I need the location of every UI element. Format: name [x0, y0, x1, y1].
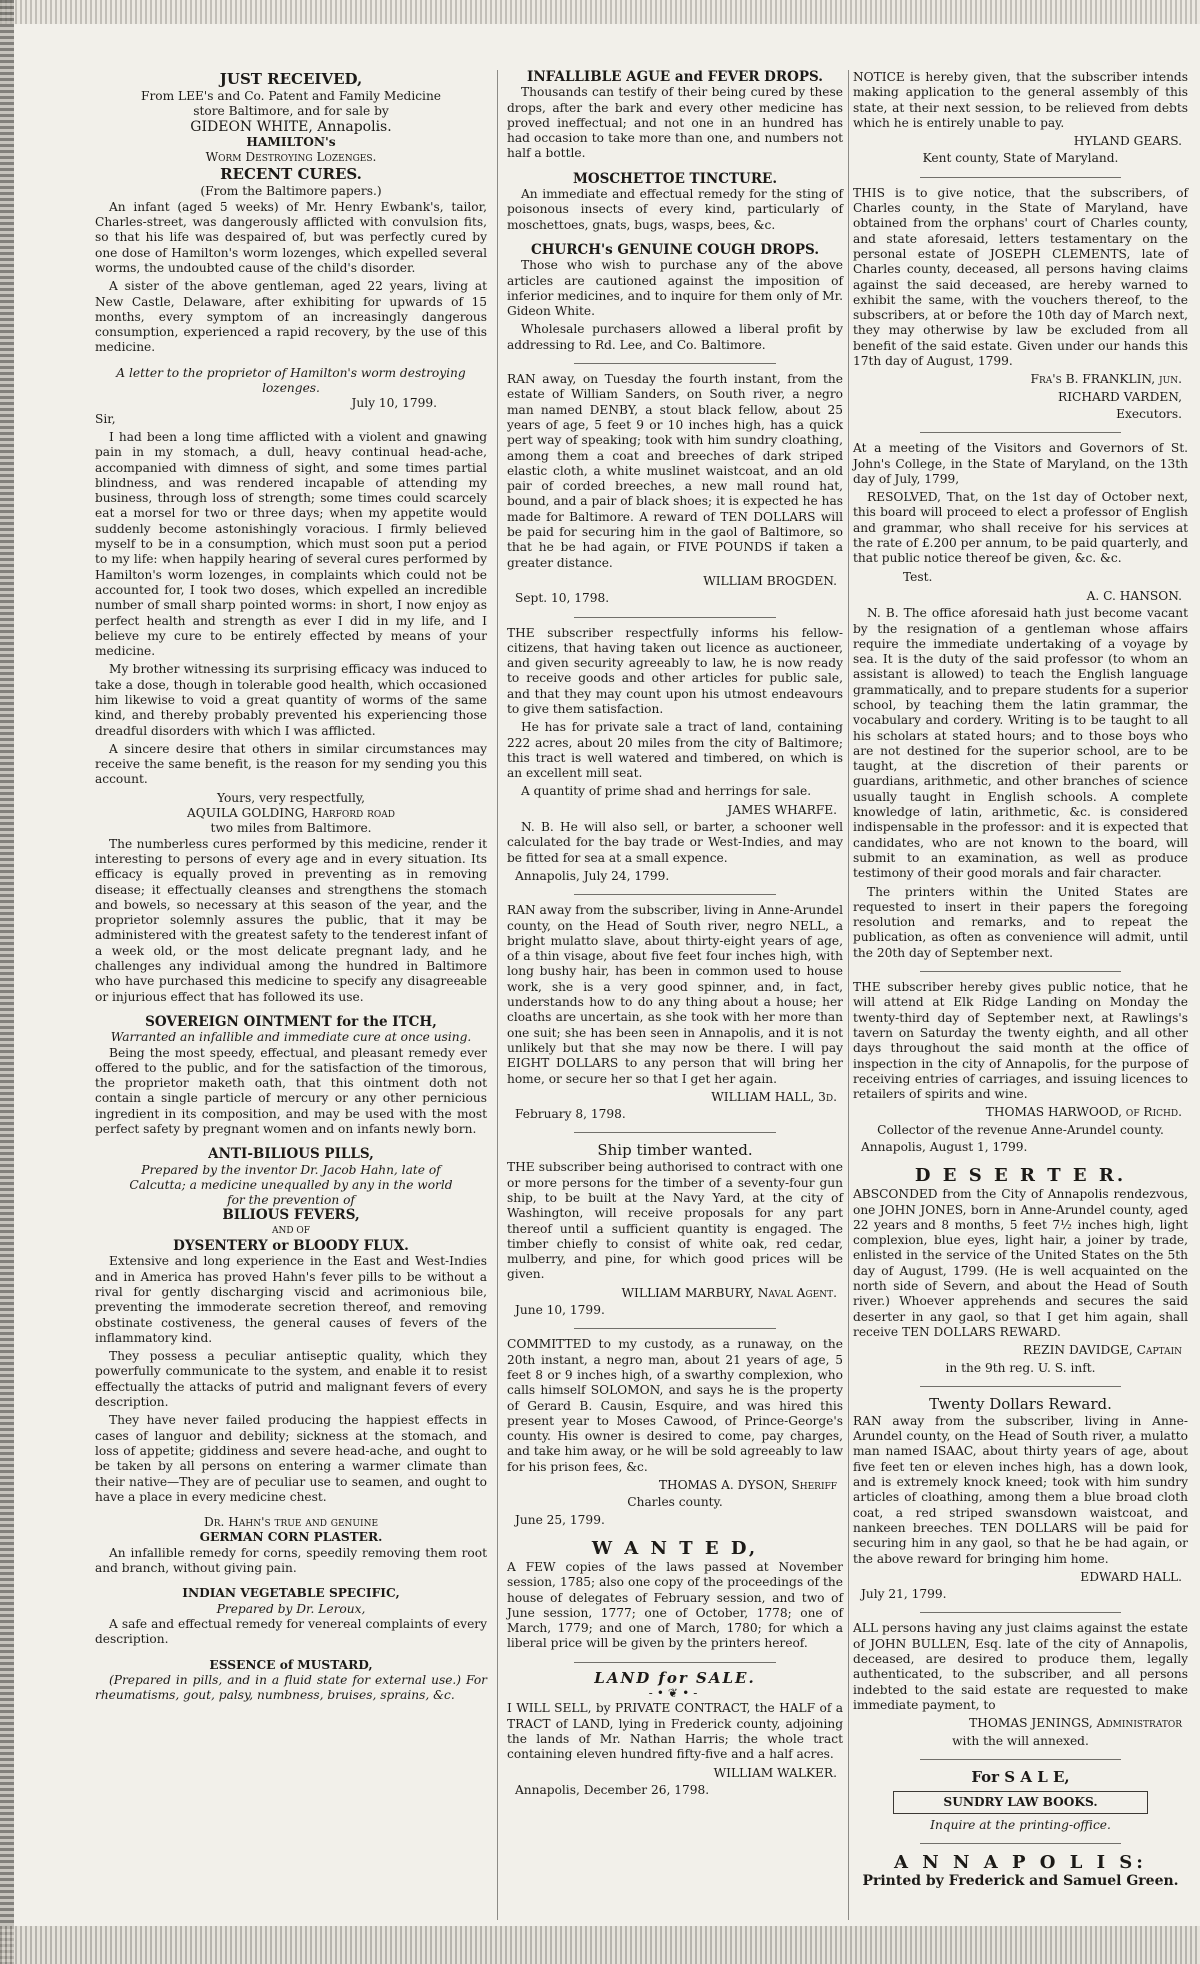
st-johns-college-ad — [853, 441, 1188, 961]
paragraph: An infallible remedy for corns, speedily removing them root and branch, without giving pain. — [95, 1545, 487, 1576]
ad-source: store Baltimore, and for sale by — [193, 104, 389, 119]
ad-heading: ESSENCE of MUSTARD, — [209, 1657, 373, 1672]
signature: WILLIAM MARBURY, Naval Agent. — [621, 1285, 837, 1300]
divider — [920, 1843, 1121, 1844]
divider — [920, 1612, 1121, 1613]
law-books-ad — [853, 1768, 1188, 1834]
insolvency-notice-ad — [853, 70, 1188, 167]
divider — [574, 1662, 776, 1663]
column-rule — [848, 70, 849, 1920]
ad-heading: BILIOUS FEVERS, — [222, 1207, 360, 1224]
paragraph: ABSCONDED from the City of Annapolis rendezvous, one JOHN JONES, born in Anne-Arundel county, aged 22 years and 8 months, 5 feet 7½ inches high, light complexion, blue eyes, light hair, a joiner by trade, enlisted in the service of the United States on the 5th day of August, 1799. (He is well acquainted on the north side of Severn, and about the Head of South river.) Whoever apprehends and secures the said deserter in any gaol, so that I get him again, shall receive TEN DOLLARS REWARD. — [853, 1187, 1188, 1339]
ad-subheading: Prepared by the inventor Dr. Jacob Hahn, late of Calcutta; a medicine unequalled by any in the world for the prevention of — [129, 1162, 453, 1208]
ad-heading: Dr. Hahn's true and genuine — [203, 1515, 379, 1530]
signature: REZIN DAVIDGE, Captain — [1023, 1343, 1182, 1358]
signature: JAMES WHARFE. — [727, 802, 837, 817]
moschettoe-tincture-ad — [507, 172, 843, 233]
imprint-printers: Printed by Frederick and Samuel Green. — [862, 1873, 1179, 1890]
ad-date: Annapolis, July 24, 1799. — [515, 868, 670, 883]
ad-heading: W A N T E D, — [591, 1537, 759, 1559]
ad-date: June 25, 1799. — [515, 1512, 605, 1527]
signature-location: Kent county, State of Maryland. — [922, 151, 1119, 166]
divider — [574, 1328, 776, 1329]
paragraph: They possess a peculiar antiseptic quality, which they powerfully communicate to the system, and enable it to resist effectually the attacks of putrid and malignant fevers of every description. — [95, 1349, 487, 1410]
ad-heading: Ship timber wanted. — [597, 1141, 753, 1160]
paragraph: N. B. He will also sell, or barter, a schooner well calculated for the bay trade or West-Indies, and may be fitted for sea at a small expence. — [507, 820, 843, 865]
ad-heading: DYSENTERY or BLOODY FLUX. — [173, 1238, 409, 1255]
letter-salutation: Sir, — [95, 411, 116, 426]
runaway-nell-ad — [507, 903, 843, 1122]
cures-source: (From the Baltimore papers.) — [200, 184, 382, 199]
bottom-edge — [0, 1926, 1200, 1964]
signature: THOMAS JENINGS, Administrator — [969, 1716, 1182, 1731]
letter-signer-location: two miles from Baltimore. — [210, 821, 372, 836]
product-name: HAMILTON's — [246, 134, 336, 149]
divider — [920, 432, 1121, 433]
ad-heading: GERMAN CORN PLASTER. — [199, 1530, 383, 1545]
revenue-collector-ad — [853, 980, 1188, 1155]
ointment-ad — [95, 1015, 487, 1137]
ad-heading: D E S E R T E R. — [914, 1165, 1127, 1187]
paragraph: A safe and effectual remedy for venereal complaints of every description. — [95, 1616, 487, 1647]
ad-date: Sept. 10, 1798. — [515, 591, 610, 606]
paragraph: RAN away from the subscriber, living in Anne-Arundel county, on the Head of South river, negro NELL, a bright mulatto slave, about thirty-eight years of age, of a thin visage, about five feet four inches high, with long bushy hair, has been in common used to house work, she is a very good spinner, and, in fact, understands how to do any thing about a house; her cloaths are uncertain, as she took with her more than one suit; she has been seen in Annapolis, and it is not unlikely but that she may now be there. I will pay EIGHT DOLLARS to any person that will bring her home, or secure her so that I get her again. — [507, 903, 843, 1086]
paragraph: ALL persons having any just claims against the estate of JOHN BULLEN, Esq. late of the city of Annapolis, deceased, are desired to produce them, legally authenticated, to the subscriber, and all persons indebted to the said estate are requested to make immediate payment, to — [853, 1621, 1188, 1712]
ad-date: July 21, 1799. — [861, 1587, 947, 1602]
paragraph: N. B. The office aforesaid hath just become vacant by the resignation of a gentleman whose affairs require the immediate undertaking of a voyage by sea. It is the duty of the said professor (to whom an assistant is allowed) to teach the English language grammatically, and to prepare students for a superior school, by teaching them the latin grammar, the vocabulary and cordery. Writing is to be taught to all his scholars at stated hours; and to those boys who are not destined for the superior school, are to be taught, at the discretion of their parents or guardians, arithmetic, and other branches of science usually taught in English schools. A complete knowledge of latin, arithmetic, &c. is considered indispensable in the professor: and it is expected that candidates, who are not known to the board, will submit to an examination, as well as produce testimony of their good morals and fair character. — [853, 606, 1188, 881]
signature: HYLAND GEARS. — [1073, 134, 1182, 149]
paragraph: The numberless cures performed by this medicine, render it interesting to persons of every age and in every situation. Its efficacy is equally proved in preventing as in removing disease; it effectually cleanses and strengthens the stomach and bowels, so necessary at this season of the year, and the proprietor solemnly assures the public, that it may be administered with the greatest safety to the tenderest infant of a week old, or the most delicate pregnant lady, and he challenges any individual among the hundred in Baltimore who have purchased this medicine to specify any disagreeable or injurious effect that has followed its use. — [95, 836, 487, 1004]
ad-date: February 8, 1798. — [515, 1107, 626, 1122]
paragraph: An immediate and effectual remedy for the sting of poisonous insects of every kind, particularly of moschettoes, gnats, bugs, wasps, bees, &c. — [507, 187, 843, 232]
paragraph: Thousands can testify of their being cured by these drops, after the bark and every other medicine has proved ineffectual; and not one in an hundred has had occasion to take more than one, and numbers not half a bottle. — [507, 85, 843, 161]
paragraph: RESOLVED, That, on the 1st day of October next, this board will proceed to elect a professor of English and grammar, who shall receive for his services at the rate of £.200 per annum, to be paid quarterly, and that public notice thereof be given, &c. &c. — [853, 490, 1188, 566]
signature: WILLIAM HALL, 3d. — [711, 1089, 837, 1104]
ague-drops-ad — [507, 70, 843, 162]
divider — [920, 177, 1121, 178]
signature-location: Charles county. — [627, 1495, 723, 1510]
ad-heading: CHURCH's GENUINE COUGH DROPS. — [530, 241, 820, 258]
ad-heading: SOVEREIGN OINTMENT for the ITCH, — [145, 1013, 437, 1030]
divider — [574, 894, 776, 895]
paragraph: A quantity of prime shad and herrings for sale. — [521, 784, 812, 799]
divider — [920, 1759, 1121, 1760]
top-edge — [0, 0, 1200, 24]
ad-heading: Twenty Dollars Reward. — [929, 1394, 1112, 1413]
paragraph: The printers within the United States are requested to insert in their papers the foregoing resolution and remarks, and to repeat the publication, as often as convenience will admit, until the 20th day of September next. — [853, 884, 1188, 960]
signature: THOMAS HARWOOD, of Richd. — [985, 1105, 1182, 1120]
ship-timber-ad — [507, 1141, 843, 1318]
clements-estate-ad — [853, 186, 1188, 422]
paragraph: I had been a long time afflicted with a violent and gnawing pain in my stomach, a dull, heavy continual head-ache, accompanied with dimness of sight, and some times partial blindness, and was rendered incapable of attending my business, through loss of strength; some times could scarcely eat a morsel for two or three days; when my appetite would suddenly become astonishingly voracious. I firmly believed myself to be in a consumption, which must soon put a period to my life: when happily hearing of several cures performed by Hamilton's worm lozenges, in complaints which could not be accounted for, I took two doses, which expelled an incredible number of small sharp pointed worms: in short, I now enjoy as perfect health and strength as ever I did in my life, and I believe my cure to be entirely effected by means of your medicine. — [95, 429, 487, 659]
paragraph: I WILL SELL, by PRIVATE CONTRACT, the HALF of a TRACT of LAND, lying in Frederick county, adjoining the lands of Mr. Nathan Harris; the whole tract containing eleven hundred fifty-five and a half acres. — [507, 1701, 843, 1762]
signature: Fra's B. FRANKLIN, jun. — [1030, 372, 1182, 387]
signature-role: in the 9th reg. U. S. inft. — [945, 1360, 1096, 1375]
paragraph: A sincere desire that others in similar circumstances may receive the same benefit, is the reason for my sending you this account. — [95, 741, 487, 787]
signature: WILLIAM BROGDEN. — [703, 573, 837, 588]
paragraph: An infant (aged 5 weeks) of Mr. Henry Ewbank's, tailor, Charles-street, was dangerously afflicted with convulsion fits, so that his life was despaired of, but was perfectly cured by one dose of Hamilton's worm lozenges, which expelled several worms, the undoubted cause of the child's disorder. — [95, 199, 487, 275]
column-2 — [507, 70, 843, 1808]
indian-specific-ad — [95, 1586, 487, 1647]
antibilious-pills-ad — [95, 1147, 487, 1505]
product-subtitle: Worm Destroying Lozenges. — [205, 150, 377, 165]
paragraph: At a meeting of the Visitors and Governors of St. John's College, in the State of Maryland, on the 13th day of July, 1799, — [853, 441, 1188, 486]
ad-subheading: Warranted an infallible and immediate cure at once using. — [110, 1030, 472, 1045]
ad-heading: MOSCHETTOE TINCTURE. — [572, 170, 778, 187]
ad-heading: JUST RECEIVED, — [219, 70, 363, 88]
imprint — [853, 1852, 1188, 1889]
ornament: -•❦•- — [648, 1686, 702, 1701]
ad-source: From LEE's and Co. Patent and Family Medicine — [140, 89, 442, 103]
ad-heading: LAND for SALE. — [594, 1668, 756, 1687]
paragraph: They have never failed producing the happiest effects in cases of languor and debility; sickness at the stomach, and loss of appetite; giddiness and severe head-ache, and ought to be taken by all persons on entering a warmer climate than their native—They are of peculiar use to seamen, and ought to have a place in every medicine chest. — [95, 1413, 487, 1504]
letter-intro: A letter to the proprietor of Hamilton's worm destroying lozenges. — [116, 365, 466, 396]
signature-role: Collector of the revenue Anne-Arundel county. — [877, 1122, 1164, 1137]
signature-role: with the will annexed. — [952, 1733, 1089, 1748]
signature-role: Executors. — [1116, 406, 1182, 421]
signature: EDWARD HALL. — [1080, 1569, 1182, 1584]
laws-wanted-ad — [507, 1538, 843, 1652]
paragraph: THE subscriber being authorised to contract with one or more persons for the timber of a seventy-four gun ship, to be built at the Navy Yard, at the city of Washington, will receive proposals for any part thereof until a sufficient quantity is engaged. The timber chiefly to consist of white oak, red cedar, mulberry, and pine, for which good prices will be given. — [507, 1160, 843, 1282]
ad-heading: INDIAN VEGETABLE SPECIFIC, — [182, 1586, 400, 1601]
divider — [920, 971, 1121, 972]
ad-connector: AND OF — [271, 1225, 311, 1236]
paragraph: COMMITTED to my custody, as a runaway, on the 20th instant, a negro man, about 21 years of age, 5 feet 8 or 9 inches high, of a swarthy complexion, who calls himself SOLOMON, and says he is the property of Gerard B. Causin, Esquire, and was hired this present year to Moses Cawood, of Prince-George's county. His owner is desired to come, pay charges, and take him away, or he will be sold agreeably to law for his prison fees, &c. — [507, 1337, 843, 1474]
column-3 — [853, 70, 1188, 1900]
divider — [574, 617, 776, 618]
land-for-sale-ad — [507, 1668, 843, 1798]
paragraph: NOTICE is hereby given, that the subscriber intends making application to the general assembly of this state, at their next session, to be relieved from debts which he is entirely unable to pay. — [853, 70, 1188, 130]
seller-name: GIDEON WHITE, Annapolis. — [190, 118, 392, 135]
paragraph: Being the most speedy, effectual, and pleasant remedy ever offered to the public, and for the satisfaction of the timorous, the proprietor maketh oath, that this ointment doth not contain a single particle of mercury or any other pernicious ingredient in its composition, and may be used with the most perfect safety by pregnant women and on infants newly born. — [95, 1045, 487, 1136]
testimonial-letter — [95, 366, 487, 1005]
paragraph: A FEW copies of the laws passed at November session, 1785; also one copy of the proceedings of the house of delegates of February session, and two of June session, 1777; one of October, 1778; one of March, 1779; and one of March, 1780; for which a liberal price will be given by the printers hereof. — [507, 1559, 843, 1651]
paragraph: RAN away from the subscriber, living in Anne-Arundel county, on the Head of South river, a mulatto man named ISAAC, about thirty years of age, about five feet ten or eleven inches high, has a down look, and is extremely knock kneed; took with him sundry articles of cloathing, among them a blue broad cloth coat, a red striped swansdown waistcoat, and nankeen breeches. TEN DOLLARS will be paid for securing him in any gaol, so that he be had again, or the above reward for bringing him home. — [853, 1413, 1188, 1566]
left-binding-edge — [0, 0, 14, 1964]
paragraph: Wholesale purchasers allowed a liberal profit by addressing to Rd. Lee, and Co. Baltimore. — [507, 322, 843, 352]
divider — [574, 1132, 776, 1133]
paragraph: THE subscriber respectfully informs his fellow-citizens, that having taken out licence as auctioneer, and given security agreeably to law, he is now ready to receive goods and other articles for public sale, and that they may count upon his utmost endeavours to give them satisfaction. — [507, 625, 843, 716]
column-rule — [497, 70, 498, 1920]
cough-drops-ad — [507, 243, 843, 353]
ad-date: Annapolis, December 26, 1798. — [515, 1782, 710, 1797]
paragraph: He has for private sale a tract of land, containing 222 acres, about 20 miles from the city of Baltimore; this tract is well watered and timbered, on which is an excellent mill seat. — [507, 720, 843, 781]
imprint-city: A N N A P O L I S: — [894, 1852, 1147, 1874]
paragraph: Extensive and long experience in the East and West-Indies and in America has proved Hahn's fever pills to be without a rival for gently discharging viscid and acrimonious bile, preventing the immoderate secretion thereof, and removing obstinate costiveness, the general causes of fevers of the inflammatory kind. — [95, 1254, 487, 1345]
letter-signer: AQUILA GOLDING, Harford road — [186, 806, 396, 821]
signature: A. C. HANSON. — [1086, 588, 1182, 603]
letter-close: Yours, very respectfully, — [216, 790, 365, 805]
attest: Test. — [903, 569, 933, 584]
column-1 — [95, 70, 487, 1713]
cures-heading: RECENT CURES. — [220, 165, 362, 184]
paragraph: A sister of the above gentleman, aged 22 years, living at New Castle, Delaware, after exhibiting for upwards of 15 months, every symptom of an increasingly dangerous consumption, experienced a rapid recovery, by the use of this medicine. — [95, 279, 487, 355]
hamilton-lozenges-ad — [95, 70, 487, 356]
signature: THOMAS A. DYSON, Sheriff — [658, 1478, 837, 1493]
ad-heading: INFALLIBLE AGUE and FEVER DROPS. — [527, 69, 823, 85]
ad-subheading: Prepared by Dr. Leroux, — [216, 1601, 366, 1616]
divider — [920, 1386, 1121, 1387]
ad-date: Annapolis, August 1, 1799. — [861, 1140, 1028, 1154]
corn-plaster-ad — [95, 1515, 487, 1576]
ad-heading: ANTI-BILIOUS PILLS, — [208, 1146, 374, 1163]
runaway-denby-ad — [507, 372, 843, 606]
auctioneer-wharfe-ad — [507, 626, 843, 885]
letter-date: July 10, 1799. — [351, 396, 437, 411]
runaway-isaac-ad — [853, 1395, 1188, 1603]
ad-heading: For S A L E, — [971, 1767, 1070, 1786]
paragraph: THIS is to give notice, that the subscribers, of Charles county, in the State of Maryland, have obtained from the orphans' court of Charles county, and state aforesaid, letters testamentary on the personal estate of JOSEPH CLEMENTS, late of Charles county, deceased, all persons having claims against the said deceased, are hereby warned to exhibit the same, with the vouchers thereof, to the subscribers, at or before the 10th day of March next, they may otherwise by law be excluded from all benefit of the said estate. Given under our hands this 17th day of August, 1799. — [853, 185, 1188, 369]
paragraph: THE subscriber hereby gives public notice, that he will attend at Elk Ridge Landing on Monday the twenty-third day of September next, at Rawlings's tavern on Saturday the twenty eighth, and all other days throughout the said month at the office of inspection in the city of Annapolis, for the purpose of receiving entries of carriages, and issuing licences to retailers of spirits and wine. — [853, 980, 1188, 1102]
bullen-estate-ad — [853, 1621, 1188, 1748]
ad-subheading: Inquire at the printing-office. — [930, 1818, 1111, 1833]
mustard-ad — [95, 1658, 487, 1704]
paragraph: Those who wish to purchase any of the above articles are cautioned against the imposition of inferior medicines, and to inquire for them only of Mr. Gideon White. — [507, 258, 843, 319]
paragraph: RAN away, on Tuesday the fourth instant, from the estate of William Sanders, on South river, a negro man named DENBY, a stout black fellow, about 25 years of age, 5 feet 9 or 10 inches high, has a quick pert way of speaking; took with him sundry cloathing, among them a coat and breeches of dark striped elastic cloth, a white muslinet waistcoat, and an old pair of corded breeches, a new mall round hat, bound, and a pair of black shoes; it is expected he has made for Baltimore. A reward of TEN DOLLARS will be paid for securing him in the gaol of Baltimore, so that he be had again, or FIVE POUNDS if taken a greater distance. — [507, 372, 843, 570]
paragraph: My brother witnessing its surprising efficacy was induced to take a dose, though in tolerable good health, which occasioned him likewise to void a great quantity of worms of the same kind, and thereby probably prevented his experiencing those dreadful disorders with which I was afflicted. — [95, 662, 487, 738]
ad-date: June 10, 1799. — [515, 1303, 605, 1318]
deserter-ad — [853, 1165, 1188, 1376]
signature: RICHARD VARDEN, — [1058, 389, 1182, 404]
committed-solomon-ad — [507, 1337, 843, 1528]
signature: WILLIAM WALKER. — [713, 1765, 837, 1780]
paragraph: (Prepared in pills, and in a fluid state for external use.) For rheumatisms, gout, palsy, numbness, bruises, sprains, &c. — [95, 1672, 487, 1703]
books-title-box: SUNDRY LAW BOOKS. — [893, 1791, 1148, 1814]
divider — [574, 363, 776, 364]
